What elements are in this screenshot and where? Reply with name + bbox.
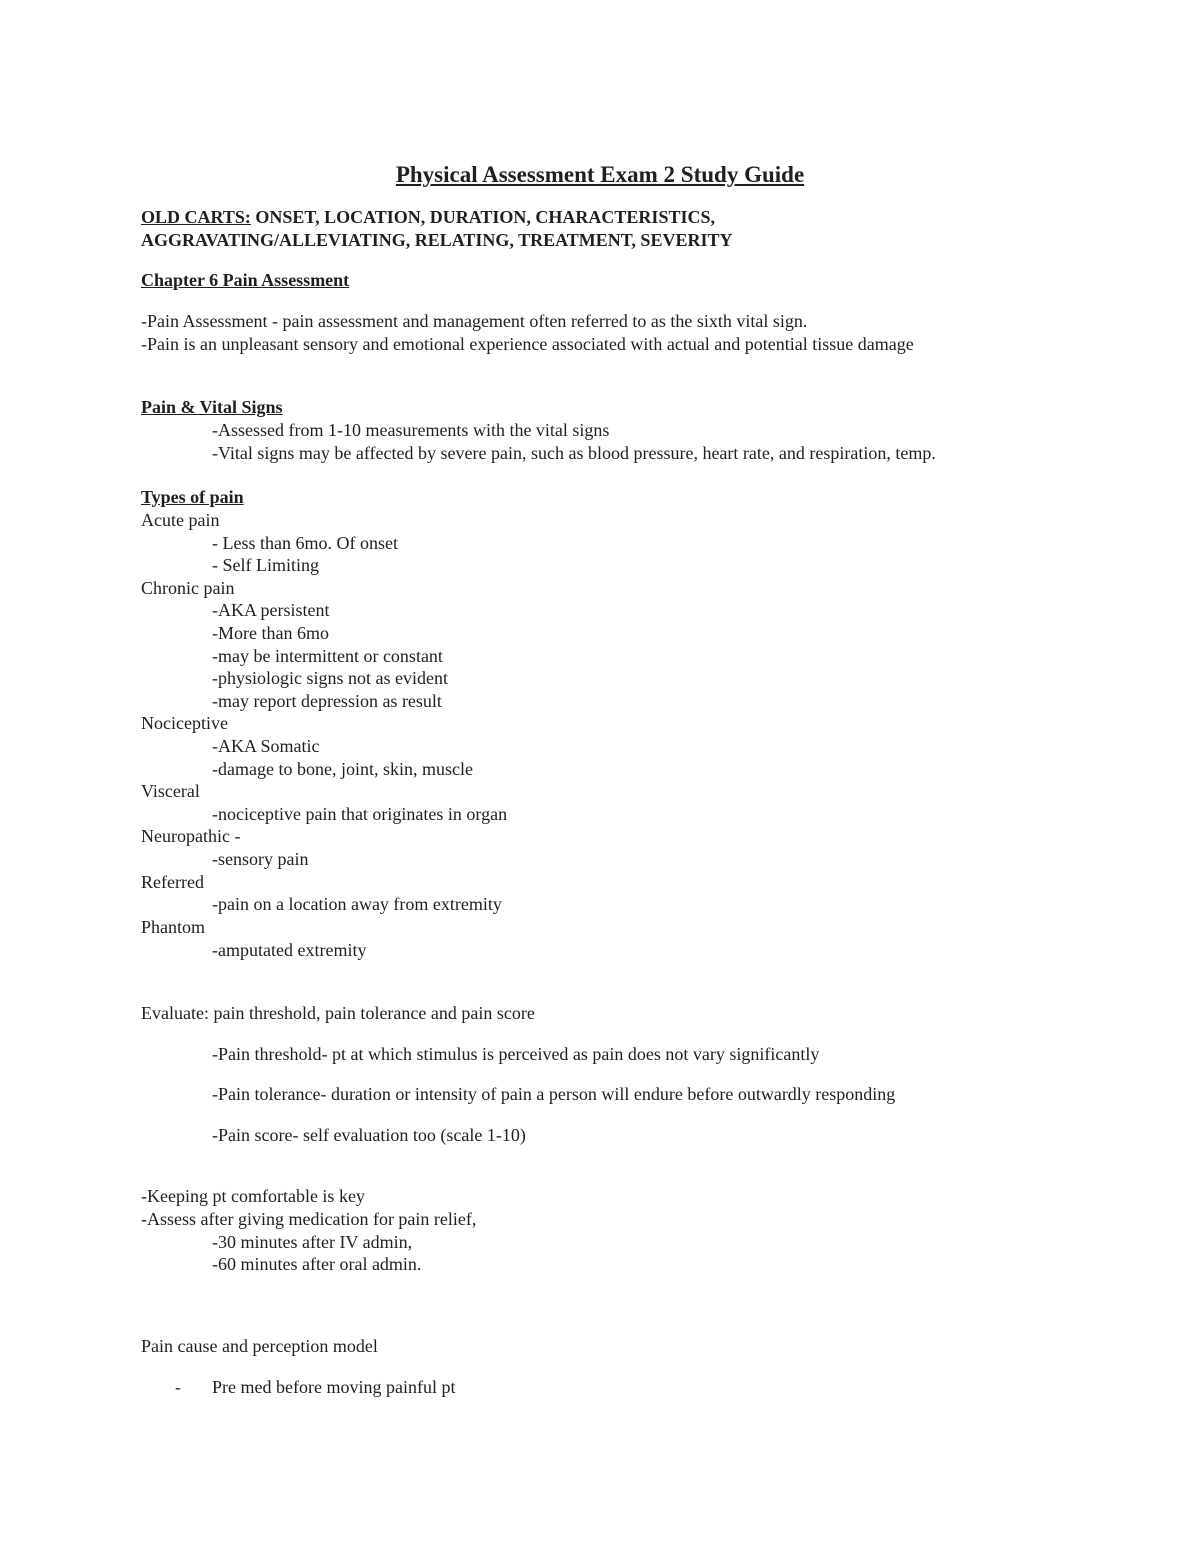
model-item: Pre med before moving painful pt — [212, 1377, 456, 1397]
old-carts-line-1 — [141, 206, 715, 228]
chapter-6-heading: Chapter 6 Pain Assessment — [141, 270, 350, 290]
pain-assessment-definition: -Pain Assessment - pain assessment and management often referred to as the sixth vital sign. — [141, 311, 808, 331]
pain-type-name: Acute pain — [141, 510, 220, 530]
pain-type-item: -sensory pain — [212, 849, 309, 869]
types-of-pain-heading: Types of pain — [141, 487, 244, 507]
pain-type-item: -may report depression as result — [212, 691, 442, 711]
pain-type-name: Referred — [141, 872, 204, 892]
pain-type-name: Nociceptive — [141, 713, 228, 733]
pain-type-item: -AKA persistent — [212, 600, 330, 620]
vital-signs-item: -Vital signs may be affected by severe pain, such as blood pressure, heart rate, and respiration, temp. — [212, 443, 936, 463]
pain-type-item: - Self Limiting — [212, 555, 319, 575]
pain-type-item: -amputated extremity — [212, 940, 367, 960]
bullet-dash: - — [175, 1377, 181, 1397]
pain-type-item: - Less than 6mo. Of onset — [212, 533, 398, 553]
page-title: Physical Assessment Exam 2 Study Guide — [395, 162, 805, 187]
assess-item: -60 minutes after oral admin. — [212, 1254, 422, 1274]
evaluate-item: -Pain threshold- pt at which stimulus is perceived as pain does not vary significantly — [212, 1044, 820, 1064]
old-carts-label: OLD CARTS: — [141, 207, 251, 227]
assess-note: -Assess after giving medication for pain relief, — [141, 1209, 477, 1229]
old-carts-line-2: AGGRAVATING/ALLEVIATING, RELATING, TREATMENT, SEVERITY — [141, 230, 733, 250]
model-heading: Pain cause and perception model — [141, 1336, 378, 1356]
comfort-note: -Keeping pt comfortable is key — [141, 1186, 365, 1206]
evaluate-item: -Pain tolerance- duration or intensity of pain a person will endure before outwardly responding — [212, 1084, 896, 1104]
evaluate-intro: Evaluate: pain threshold, pain tolerance and pain score — [141, 1003, 535, 1023]
pain-type-item: -More than 6mo — [212, 623, 329, 643]
pain-type-item: -AKA Somatic — [212, 736, 320, 756]
pain-definition: -Pain is an unpleasant sensory and emotional experience associated with actual and potential tissue damage — [141, 334, 914, 354]
old-carts-text-1: ONSET, LOCATION, DURATION, CHARACTERISTICS, — [250, 207, 715, 227]
vital-signs-heading: Pain & Vital Signs — [141, 397, 283, 417]
pain-type-name: Phantom — [141, 917, 206, 937]
pain-type-item: -nociceptive pain that originates in organ — [212, 804, 508, 824]
pain-type-item: -physiologic signs not as evident — [212, 668, 448, 688]
pain-type-name: Neuropathic - — [141, 826, 241, 846]
pain-type-name: Chronic pain — [141, 578, 235, 598]
pain-type-item: -pain on a location away from extremity — [212, 894, 502, 914]
pain-type-item: -may be intermittent or constant — [212, 646, 443, 666]
pain-type-item: -damage to bone, joint, skin, muscle — [212, 759, 473, 779]
pain-type-name: Visceral — [141, 781, 200, 801]
assess-item: -30 minutes after IV admin, — [212, 1232, 413, 1252]
evaluate-item: -Pain score- self evaluation too (scale 1-10) — [212, 1125, 526, 1145]
vital-signs-item: -Assessed from 1-10 measurements with the vital signs — [212, 420, 610, 440]
